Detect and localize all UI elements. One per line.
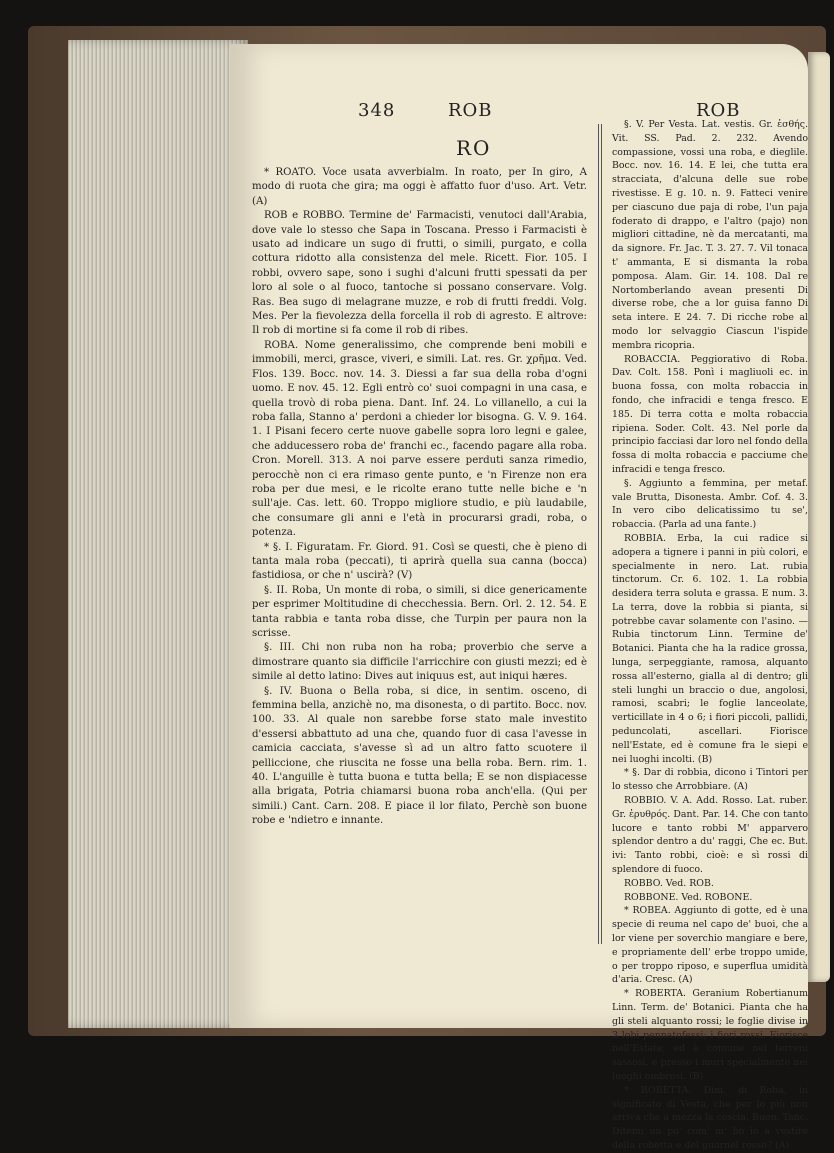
entry-robbia-s: * §. Dar di robbia, dicono i Tintori per lo stesso che Arrobbiare. (A) (612, 767, 808, 793)
entry-roba-s3: §. III. Chi non ruba non ha roba; proverbio che serve a dimostrare quanto sia difficile l'arricchire con giusti mezzi; ed è simile al detto latino: Dives aut iniquus est, aut iniqui hæres. (252, 642, 587, 683)
page-edges (68, 40, 248, 1028)
entry-roato: * ROATO. Voce usata avverbialm. In roato, per In giro, A modo di ruota che gira; ma oggi è affatto fuor d'uso. Art. Vetr. (A) (252, 167, 587, 207)
entry-roba-s5: §. V. Per Vesta. Lat. vestis. Gr. ἐσθής. Vit. SS. Pad. 2. 232. Avendo compassione, vossi una roba, e dieglile. Bocc. nov. 16. 14. E lei, che tutta era stracciata, d'alcuna delle sue robe rivestisse. E g. 10. n. 9. Fatteci venire per ciascuno due paja di robe, l'un paja foderato di drappo, e l'altro (pajo) non migliori cittadine, nè da mercatanti, ma da signore. Fr. Jac. T. 3. 27. 7. Vil tonaca t' ammanta, E si dismanta la roba pomposa. Alam. Gir. 14. 108. Dal re Nortomberlando avean presenti Di diverse robe, che a lor guisa fanno Di seta intere. E 24. 7. Di ricche robe al modo lor selvaggio Ciascun l'ispide membra ricopria. (612, 119, 808, 351)
entry-roba-s4: §. IV. Buona o Bella roba, si dice, in sentim. osceno, di femmina bella, anzichè no, ma disonesta, o di partito. Bocc. nov. 100. 33. Al quale non sarebbe forse stato male investito d'essersi abbattuto ad una che, quando fuor di casa l'avesse in camicia cacciata, s'avesse sì ad un altro fatto scuotere il pelliccione, che riuscita ne fosse una bella roba. Bern. rim. 1. 40. L'anguille è tutta buona e tutta bella; E se non dispiacesse alla brigata, Potria chiamarsi buona roba anch'ella. (Qui per simili.) Cant. Carn. 208. E piace il lor filato, Perchè son buone robe e 'ndietro e innante. (252, 685, 587, 827)
facing-page-edge (808, 52, 830, 982)
entry-robbo: ROBBO. Ved. ROB. (624, 877, 714, 889)
entry-rob: ROB e ROBBO. Termine de' Farmacisti, venutoci dall'Arabia, dove vale lo stesso che Sapa in Toscana. Presso i Farmacisti è usato ad indicare un sugo di frutti, o simili, purgato, e colla cottura ridotto alla consistenza del mele. Ricett. Fior. 105. I robbi, ovvero sape, sono i sughi d'alcuni frutti spessati da per loro al sole o al fuoco, tantoche si possano conservare. Volg. Ras. Bea sugo di melagrane muzze, e rob di frutti freddi. Volg. Mes. Per la fievolezza della forcella il rob di agresto. E altrove: Il rob di mortine si fa come il rob di ribes. (252, 210, 587, 337)
entry-roba: ROBA. Nome generalissimo, che comprende beni mobili e immobili, merci, grasce, viveri, e simili. Lat. res. Gr. χρῆμα. Ved. Flos. 139. Bocc. nov. 14. 3. Diessi a far sua della roba d'ogni uomo. E nov. 45. 12. Egli entrò co' suoi compagni in una casa, e quella trovò di roba piena. Dant. Inf. 24. Lo villanello, a cui la roba falla, Stanno a' perdoni a chieder lor bisogna. G. V. 9. 164. 1. I Pisani fecero certe nuove gabelle sopra loro legni e galee, che adducessero roba de' franchi ec., facendo pagare alla roba. Cron. Morell. 313. A noi parve essere perduti sanza rimedio, perocchè non ci era rimaso gente punto, e 'n Firenze non era roba per due mesi, e le ricolte erano tutte nelle biche e 'n sull'aje. Cas. lett. 60. Troppo migliore studio, e più laudabile, che consumare gli anni e l'età in procurarsi gradi, roba, o potenza. (252, 339, 587, 539)
running-head-left: ROB (448, 100, 493, 121)
entry-robaccia: ROBACCIA. Peggiorativo di Roba. Dav. Colt. 158. Ponì i magliuoli ec. in buona fossa, con molta robaccia in fondo, che infracidi e tenga fresco. E 185. Di terra cotta e molta robaccia ripiena. Soder. Colt. 43. Nel porle da principio facciasi dar loro nel fondo della fossa di molta robaccia e pacciume che infracidi e tenga fresco. (612, 353, 808, 475)
entry-robbia: ROBBIA. Erba, la cui radice si adopera a tignere i panni in più colori, e specialmente in nero. Lat. rubia tinctorum. Cr. 6. 102. 1. La robbia desidera terra soluta e grassa. E num. 3. La terra, dove la robbia si pianta, si potrebbe cavar solamente con l'asino. — Rubia tinctorum Linn. Termine de' Botanici. Pianta che ha la radice grossa, lunga, serpeggiante, ramosa, alquanto rossa all'esterno, gialla al di dentro; gli steli lunghi un braccio o due, angolosi, ramosi, scabri; le foglie lanceolate, verticillate in 4 o 6; i fiori piccoli, pallidi, peduncolati, ascellari. Fiorisce nell'Estate, ed è comune fra le siepi e nei luoghi incolti. (B) (612, 532, 808, 765)
entry-roberta: * ROBERTA. Geranium Robertianum Linn. Term. de' Botanici. Pianta che ha gli steli alquanto rossi; le foglie divise in 3 lobi pennatofessi; i fiori rossi. Fiorisce nell'Estate, ed è comune nei terreni sassosi, e presso i muri specialmente nei luoghi ombrosi. (B) (612, 988, 808, 1082)
right-column (612, 118, 808, 1153)
column-rule-double (601, 124, 602, 944)
entry-robbio: ROBBIO. V. A. Add. Rosso. Lat. ruber. Gr. ἐρυθρός. Dant. Par. 14. Che con tanto lucore e tanto robbi M' apparvero splendor dentro a du' raggi, Che ec. But. ivi: Tanto robbi, cioè: e sì rossi di splendore di fuoco. (612, 795, 808, 876)
entry-roba-s2: §. II. Roba, Un monte di roba, o simili, si dice genericamente per esprimer Moltitudine di checchessia. Bern. Orl. 2. 12. 54. E tanta rabbia e tanta roba disse, che Turpin per paura non la scrisse. (252, 584, 587, 639)
entry-robea: * ROBEA. Aggiunto di gotte, ed è una specie di reuma nel capo de' buoi, che a lor viene per soverchio mangiare e bere, e propriamente dell' erbe troppo umide, o per troppo riposo, e superflua umidità d'aria. Cresc. (A) (612, 905, 808, 986)
section-title: RO (456, 136, 492, 160)
left-column (252, 166, 587, 829)
entry-robaccia-s: §. Aggiunto a femmina, per metaf. vale Brutta, Disonesta. Ambr. Cof. 4. 3. In vero cibo delicatissimo tu se', robaccia. (Parla ad una fante.) (612, 477, 808, 531)
entry-roba-s1: * §. I. Figuratam. Fr. Giord. 91. Così se questi, che è pieno di tanta mala roba (peccati), ti aprirà quella sua canna (bocca) fastidiosa, or che n' uscirà? (V) (252, 541, 587, 582)
page-number: 348 (358, 100, 396, 121)
column-rule (598, 124, 599, 944)
entry-robetta: * ROBETTA. Dim. di Roba, in significato di Vesta, che per lo più non arriva che a mezza la coscia. Buon. Tanc. Ditemi un po' com' m' ho io a vestire della robetta e del guarnel rosso? (A) (612, 1084, 808, 1151)
entry-robbone: ROBBONE. Ved. ROBONE. (624, 891, 753, 903)
running-head-right: ROB (696, 100, 741, 121)
